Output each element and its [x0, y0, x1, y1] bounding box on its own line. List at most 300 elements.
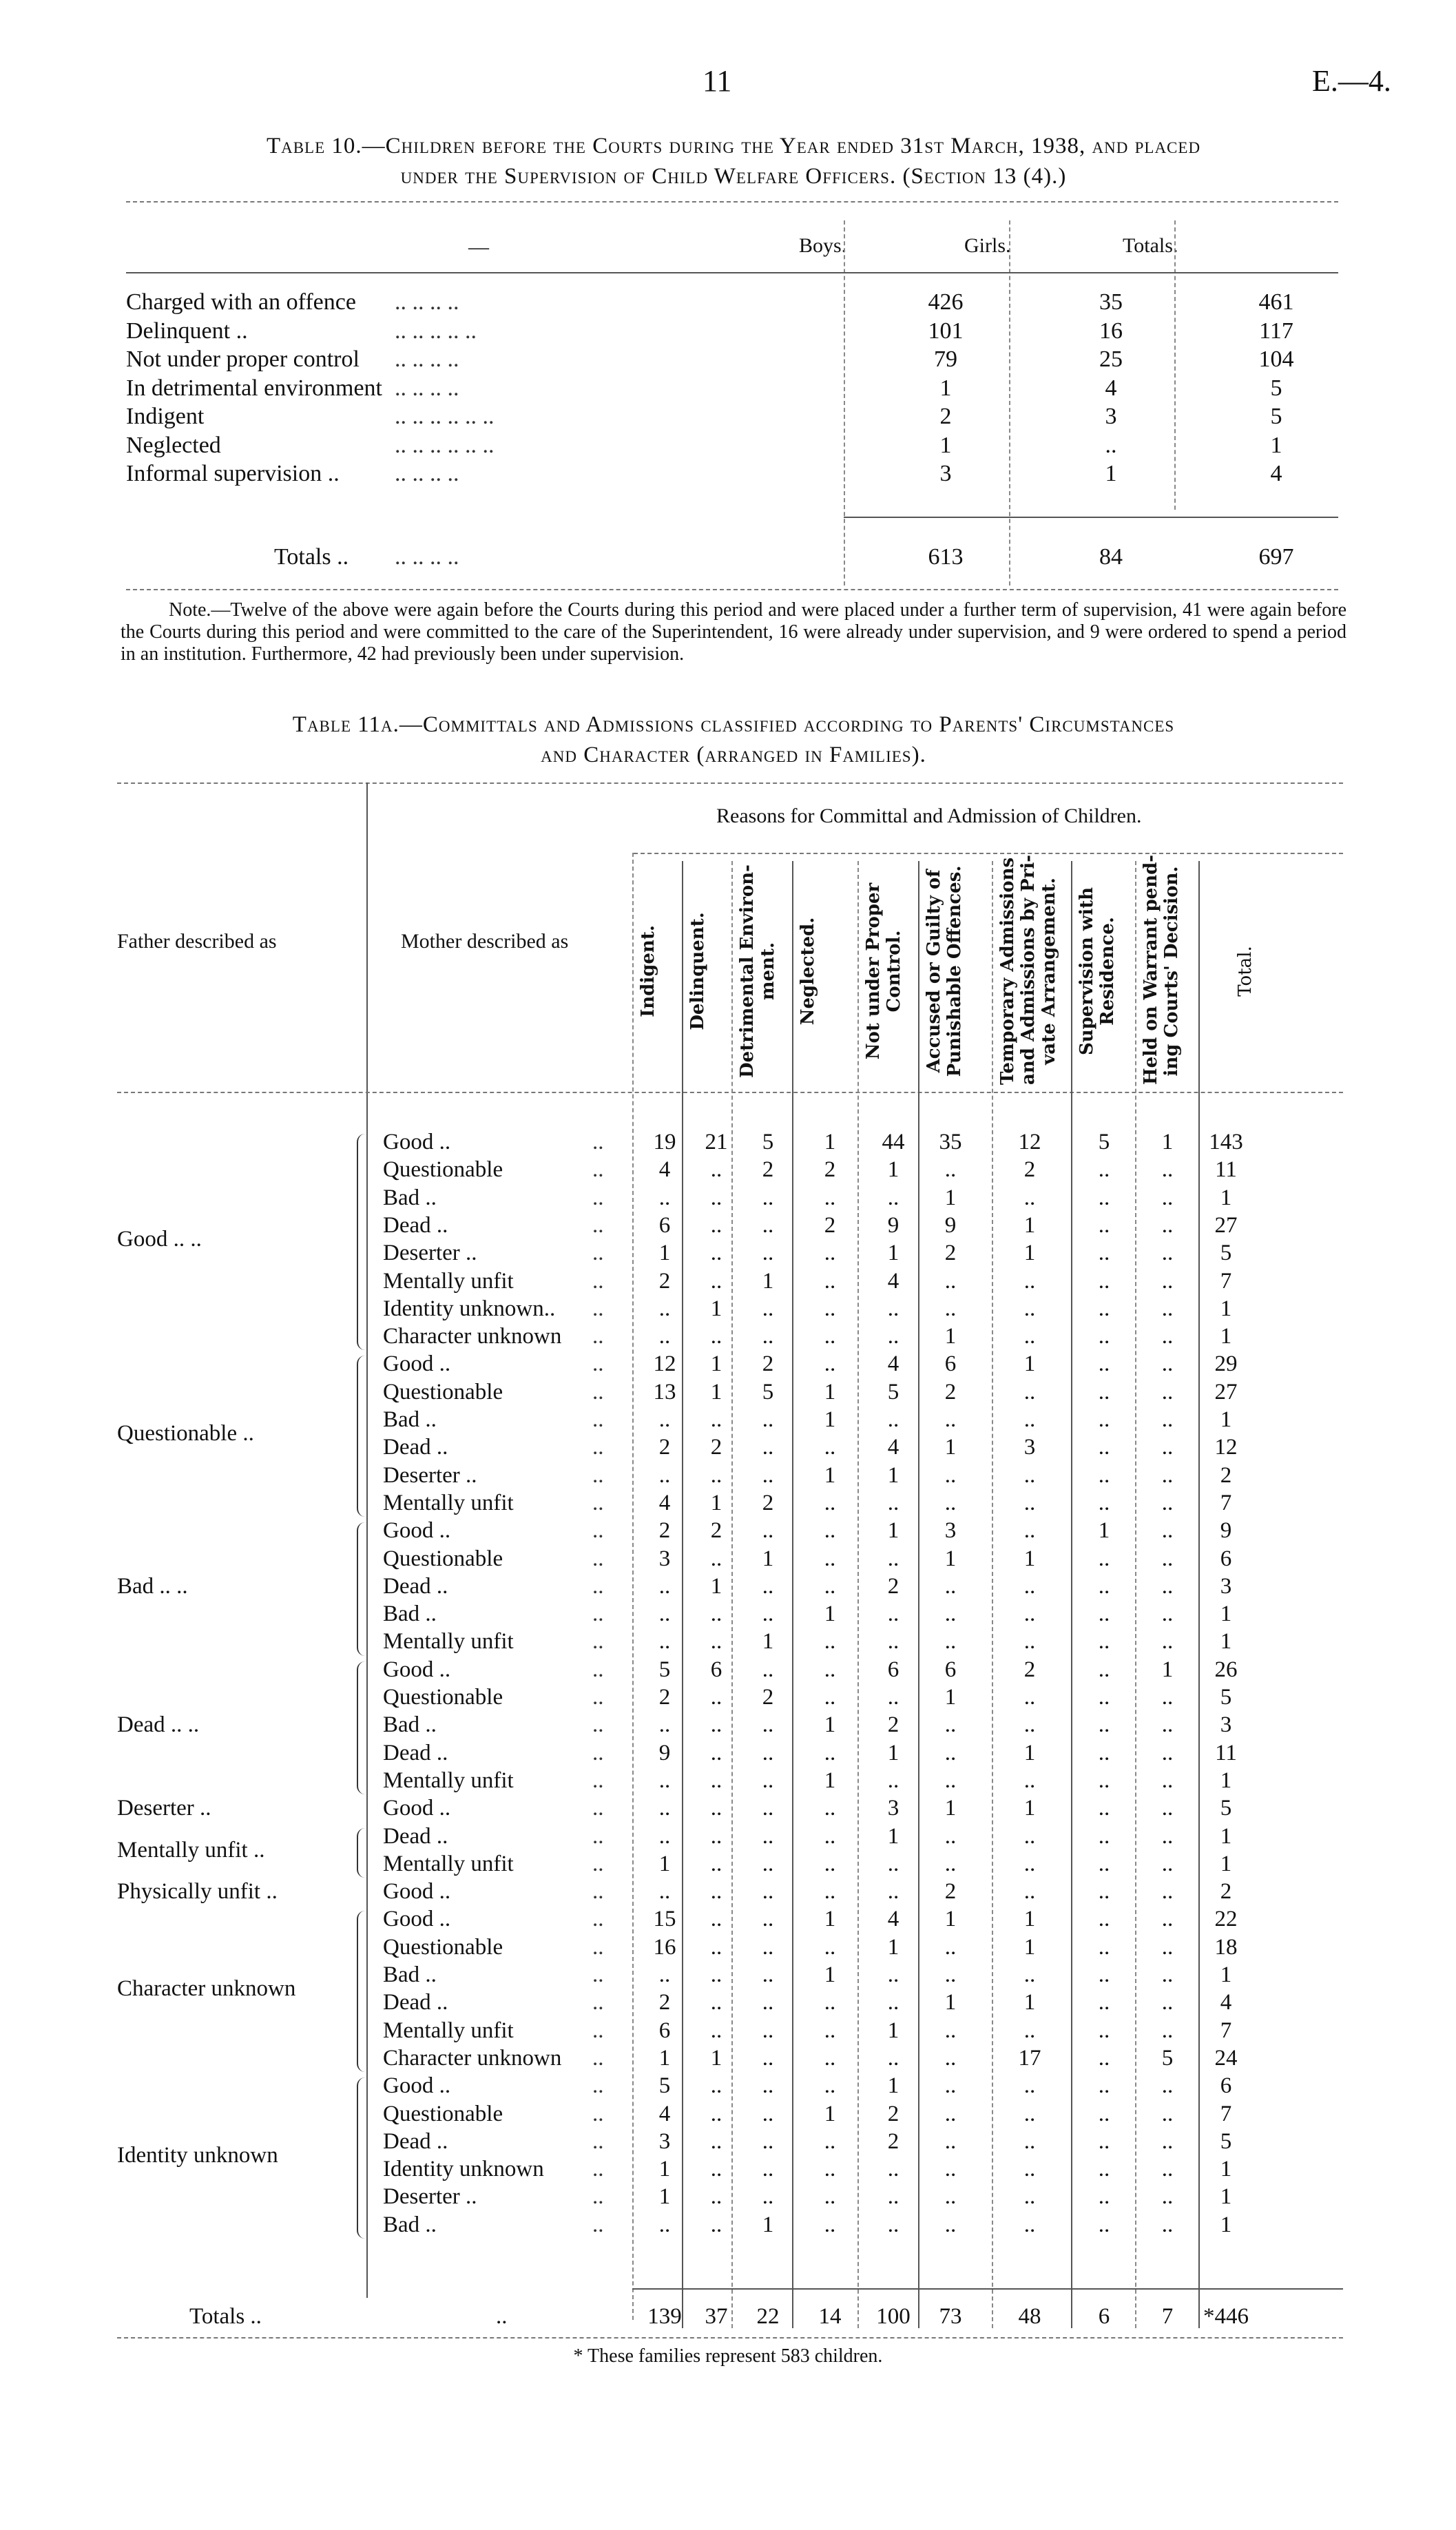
mother-description: Questionable: [383, 1157, 503, 1183]
cell-value: 2: [944, 1379, 957, 1404]
brace-icon: [357, 1356, 365, 1517]
cell-value: ..: [1098, 1351, 1110, 1377]
brace-icon: [357, 1522, 365, 1656]
father-description: Bad .. ..: [117, 1573, 188, 1599]
total-cell: 48: [1018, 2304, 1041, 2329]
cell-value: ..: [824, 2212, 836, 2237]
cell-value: 1: [1161, 1130, 1174, 1154]
cell-value: ..: [887, 2045, 899, 2071]
cell-value: 35: [939, 1130, 962, 1154]
cell-value: ..: [944, 1629, 957, 1655]
cell-value: 29: [1214, 1351, 1238, 1377]
mother-description: Mentally unfit: [383, 1629, 514, 1655]
cell-value: ..: [1161, 1212, 1174, 1238]
cell-value: 4: [887, 1351, 899, 1377]
cell-value: ..: [710, 1879, 722, 1905]
table-row: [0, 2184, 1456, 2212]
table11a-bottom-rule: [117, 2337, 1343, 2339]
table-row: [0, 1324, 1456, 1351]
cell-value: ..: [1098, 1712, 1110, 1738]
table10-stub-header: —: [468, 236, 489, 258]
cell-value: 3: [944, 1518, 957, 1544]
cell-value: ..: [710, 1767, 722, 1793]
cell-value: 1: [944, 1990, 957, 2015]
row-label: Not under proper control: [126, 346, 360, 372]
cell-value: 143: [1209, 1130, 1243, 1154]
leader-dots: ..: [592, 1462, 604, 1488]
cell-value: 1: [658, 2157, 671, 2182]
cell-value: ..: [762, 1185, 774, 1210]
cell-value: ..: [1023, 1712, 1036, 1738]
cell-value: ..: [944, 2128, 957, 2154]
mother-description: Good ..: [383, 1351, 451, 1377]
mother-description: Deserter ..: [383, 2184, 477, 2210]
table-row: [0, 2046, 1456, 2073]
cell-value: ..: [1161, 1851, 1174, 1876]
cell-value: 1: [710, 1379, 722, 1404]
cell-value: ..: [1098, 1740, 1110, 1765]
leader-dots: .. .. .. .. .. ..: [395, 404, 495, 429]
cell-value: ..: [944, 1268, 957, 1294]
cell-value: ..: [944, 1296, 957, 1321]
cell-value: 1: [658, 1851, 671, 1876]
cell-value: ..: [1098, 1629, 1110, 1655]
cell-value: 2: [710, 1435, 722, 1460]
cell-value: ..: [1161, 1601, 1174, 1627]
table-row: [0, 1269, 1456, 1296]
cell-value: ..: [1161, 1518, 1174, 1544]
cell-value: ..: [1098, 1407, 1110, 1432]
cell-value: ..: [1098, 1241, 1110, 1266]
cell-value: ..: [1023, 1685, 1036, 1710]
mother-description: Bad ..: [383, 1601, 437, 1627]
cell-value: ..: [710, 1324, 722, 1349]
cell-value: ..: [1161, 1407, 1174, 1432]
leader-dots: .. .. .. .. ..: [395, 318, 477, 344]
table11a-totals-label: Totals ..: [189, 2304, 262, 2329]
cell-value: ..: [887, 1879, 899, 1905]
cell-value: 1: [658, 1241, 671, 1266]
cell-value: 1: [824, 1130, 836, 1154]
total-cell: 6: [1098, 2304, 1110, 2329]
cell-value: ..: [762, 2128, 774, 2154]
cell-value: ..: [824, 1296, 836, 1321]
leader-dots: ..: [592, 1601, 604, 1627]
cell-value: ..: [1023, 1407, 1036, 1432]
cell-value: ..: [658, 1712, 671, 1738]
cell-value: ..: [944, 1767, 957, 1793]
cell-value: 1: [1220, 1324, 1232, 1349]
cell-boys: 79: [934, 346, 957, 372]
cell-value: ..: [762, 2157, 774, 2182]
cell-value: 1: [887, 1934, 899, 1960]
table-row: [0, 1157, 1456, 1185]
table-row: [0, 1935, 1456, 1962]
cell-value: ..: [1098, 1462, 1110, 1488]
cell-value: 24: [1214, 2045, 1238, 2071]
cell-value: 1: [710, 1573, 722, 1599]
table-row: [0, 1907, 1456, 1934]
cell-value: ..: [1161, 1462, 1174, 1488]
cell-value: ..: [1023, 1379, 1036, 1404]
leader-dots: .. .. .. ..: [395, 346, 459, 372]
cell-value: 1: [824, 1962, 836, 1987]
table10-row: [126, 346, 1338, 375]
leader-dots: ..: [592, 2212, 604, 2237]
mother-description: Good ..: [383, 1518, 451, 1544]
cell-value: 1: [824, 1462, 836, 1488]
cell-value: ..: [1023, 1490, 1036, 1515]
cell-value: ..: [1161, 1296, 1174, 1321]
table10-totals-label: Totals ..: [274, 544, 349, 570]
table10-col-boys: Boys.: [799, 234, 847, 257]
leader-dots: ..: [592, 1685, 604, 1710]
cell-value: ..: [710, 1185, 722, 1210]
cell-value: ..: [762, 2184, 774, 2210]
cell-value: ..: [887, 2184, 899, 2210]
column-header-line: and Admissions by Pri-: [1018, 854, 1039, 1085]
cell-value: ..: [887, 1546, 899, 1571]
mother-description: Questionable: [383, 2101, 503, 2126]
cell-value: ..: [887, 2157, 899, 2182]
cell-value: ..: [710, 1823, 722, 1849]
cell-value: 2: [710, 1518, 722, 1544]
cell-value: ..: [710, 1407, 722, 1432]
cell-value: ..: [762, 1990, 774, 2015]
cell-value: 2: [762, 1685, 774, 1710]
cell-value: 1: [762, 2212, 774, 2237]
cell-value: ..: [1098, 1767, 1110, 1793]
cell-value: 15: [653, 1907, 676, 1932]
mother-description: Identity unknown..: [383, 1296, 556, 1321]
cell-value: ..: [944, 1573, 957, 1599]
cell-value: 1: [887, 1241, 899, 1266]
mother-description: Good ..: [383, 1879, 451, 1905]
cell-value: ..: [1098, 1268, 1110, 1294]
cell-value: 12: [653, 1351, 676, 1377]
leader-dots: ..: [592, 2073, 604, 2099]
cell-value: ..: [710, 1990, 722, 2015]
cell-value: ..: [1161, 1546, 1174, 1571]
table10-row: [126, 433, 1338, 462]
cell-value: ..: [762, 1573, 774, 1599]
cell-value: ..: [887, 1629, 899, 1655]
mother-description: Deserter ..: [383, 1241, 477, 1266]
cell-value: ..: [1098, 1685, 1110, 1710]
table-row: [0, 1546, 1456, 1574]
leader-dots: ..: [592, 2157, 604, 2182]
cell-value: ..: [762, 1851, 774, 1876]
father-description: Dead .. ..: [117, 1712, 200, 1738]
leader-dots: ..: [592, 1962, 604, 1987]
cell-value: 1: [1161, 1657, 1174, 1682]
cell-value: 7: [1220, 2101, 1232, 2126]
table-row: [0, 2073, 1456, 2101]
cell-value: 1: [1220, 1629, 1232, 1655]
column-header-line: Neglected.: [798, 917, 818, 1026]
cell-boys: 3: [939, 461, 952, 486]
mother-description: Good ..: [383, 2073, 451, 2099]
cell-value: 2: [658, 1518, 671, 1544]
column-header-line: vate Arrangement.: [1039, 878, 1059, 1065]
cell-value: 11: [1215, 1740, 1237, 1765]
page-number: 11: [703, 64, 732, 98]
cell-value: ..: [1161, 1823, 1174, 1849]
cell-girls: 16: [1099, 318, 1123, 344]
column-header: [1077, 858, 1118, 1085]
cell-value: 1: [887, 1823, 899, 1849]
cell-value: 1: [658, 2184, 671, 2210]
column-header-line: ing Courts' Decision.: [1161, 866, 1182, 1077]
cell-value: 12: [1018, 1130, 1041, 1154]
cell-value: 1: [824, 2101, 836, 2126]
cell-value: 1: [824, 1767, 836, 1793]
cell-value: 1: [824, 1407, 836, 1432]
cell-value: ..: [824, 1518, 836, 1544]
cell-value: ..: [824, 2157, 836, 2182]
row-label: Charged with an offence: [126, 289, 356, 315]
cell-value: 2: [824, 1212, 836, 1238]
leader-dots: ..: [592, 2101, 604, 2126]
table10-totals-totals: 697: [1258, 544, 1294, 570]
cell-totals: 5: [1270, 375, 1282, 401]
cell-value: ..: [887, 1407, 899, 1432]
cell-value: ..: [762, 1296, 774, 1321]
cell-value: 44: [882, 1130, 905, 1154]
cell-value: ..: [710, 2018, 722, 2043]
cell-value: 9: [658, 1740, 671, 1765]
mother-description: Bad ..: [383, 1712, 437, 1738]
cell-value: ..: [658, 1462, 671, 1488]
cell-value: 9: [887, 1212, 899, 1238]
mother-description: Mentally unfit: [383, 2018, 514, 2043]
cell-value: ..: [762, 1324, 774, 1349]
table11a-header-rule: [117, 1092, 1343, 1093]
cell-value: ..: [1023, 2128, 1036, 2154]
column-header-line: Detrimental Environ-: [737, 864, 758, 1078]
cell-value: 4: [658, 1157, 671, 1183]
cell-value: ..: [1023, 2073, 1036, 2099]
leader-dots: .. .. .. .. .. ..: [395, 432, 495, 458]
cell-value: 1: [1220, 1823, 1232, 1849]
leader-dots: ..: [592, 1907, 604, 1932]
cell-value: ..: [1161, 1241, 1174, 1266]
cell-value: ..: [710, 2157, 722, 2182]
cell-value: ..: [944, 1407, 957, 1432]
cell-value: ..: [824, 1324, 836, 1349]
leader-dots: ..: [592, 1796, 604, 1821]
cell-value: 1: [1220, 2157, 1232, 2182]
cell-value: ..: [1098, 1546, 1110, 1571]
cell-value: ..: [824, 1546, 836, 1571]
mother-header: Mother described as: [401, 930, 569, 953]
cell-value: 6: [710, 1657, 722, 1682]
row-label: In detrimental environment: [126, 375, 382, 401]
cell-value: ..: [887, 1990, 899, 2015]
father-description: Character unknown: [117, 1976, 296, 2002]
leader-dots: ..: [592, 1157, 604, 1183]
cell-value: ..: [944, 1823, 957, 1849]
column-header: [687, 858, 708, 1085]
cell-value: 1: [762, 1546, 774, 1571]
cell-value: ..: [658, 1185, 671, 1210]
column-header: [863, 858, 904, 1085]
cell-value: ..: [944, 1601, 957, 1627]
mother-description: Mentally unfit: [383, 1268, 514, 1294]
cell-value: ..: [658, 1796, 671, 1821]
table10-row: [126, 375, 1338, 404]
cell-value: 1: [1023, 1934, 1036, 1960]
cell-value: ..: [1098, 2184, 1110, 2210]
cell-value: 4: [887, 1268, 899, 1294]
cell-value: 1: [1023, 1241, 1036, 1266]
cell-value: 6: [887, 1657, 899, 1682]
cell-value: 1: [1220, 1601, 1232, 1627]
reasons-group-rule: [634, 853, 1343, 854]
cell-girls: 35: [1099, 289, 1123, 315]
cell-value: ..: [710, 1851, 722, 1876]
cell-value: ..: [824, 2045, 836, 2071]
mother-description: Bad ..: [383, 1962, 437, 1987]
cell-value: 1: [887, 1157, 899, 1183]
cell-value: ..: [762, 1767, 774, 1793]
cell-value: ..: [1161, 1629, 1174, 1655]
cell-value: ..: [887, 1962, 899, 1987]
cell-value: ..: [824, 1573, 836, 1599]
table10-bottom-rule: [126, 589, 1338, 590]
cell-value: ..: [1161, 2101, 1174, 2126]
cell-value: 1: [710, 1296, 722, 1321]
cell-value: ..: [824, 1629, 836, 1655]
column-header-line: Control.: [884, 930, 904, 1013]
mother-description: Questionable: [383, 1546, 503, 1571]
column-header-line: Delinquent.: [687, 912, 708, 1030]
mother-description: Mentally unfit: [383, 1851, 514, 1876]
leader-dots: ..: [592, 1296, 604, 1321]
table-row: [0, 1601, 1456, 1629]
cell-value: ..: [1098, 1490, 1110, 1515]
cell-value: 1: [1220, 2184, 1232, 2210]
cell-value: 1: [1023, 1212, 1036, 1238]
table10-row: [126, 461, 1338, 490]
cell-boys: 2: [939, 404, 952, 429]
cell-value: ..: [1023, 1851, 1036, 1876]
column-header: [1235, 858, 1256, 1085]
cell-value: 6: [1220, 2073, 1232, 2099]
cell-value: ..: [824, 1823, 836, 1849]
cell-value: ..: [824, 1185, 836, 1210]
cell-value: 1: [1023, 1740, 1036, 1765]
mother-description: Dead ..: [383, 1435, 448, 1460]
cell-value: ..: [1098, 1851, 1110, 1876]
cell-value: ..: [710, 2073, 722, 2099]
cell-value: ..: [762, 1823, 774, 1849]
cell-boys: 101: [928, 318, 964, 344]
mother-description: Dead ..: [383, 1573, 448, 1599]
cell-value: ..: [710, 1796, 722, 1821]
cell-value: ..: [762, 1962, 774, 1987]
cell-value: 1: [1220, 1185, 1232, 1210]
leader-dots: ..: [592, 1573, 604, 1599]
cell-value: 3: [1220, 1573, 1232, 1599]
cell-value: 7: [1220, 1490, 1232, 1515]
cell-value: 2: [944, 1241, 957, 1266]
cell-value: 2: [1023, 1157, 1036, 1183]
cell-value: ..: [710, 1712, 722, 1738]
cell-value: ..: [1161, 1379, 1174, 1404]
cell-value: ..: [658, 1324, 671, 1349]
cell-value: ..: [710, 1962, 722, 1987]
cell-value: ..: [1161, 1879, 1174, 1905]
cell-value: ..: [944, 1962, 957, 1987]
table11a-footnote: * These families represent 583 children.: [573, 2345, 883, 2367]
cell-value: ..: [824, 1435, 836, 1460]
cell-value: ..: [710, 2212, 722, 2237]
column-header-line: ment.: [758, 942, 778, 1001]
cell-value: ..: [1023, 1462, 1036, 1488]
cell-value: ..: [762, 1241, 774, 1266]
total-cell: *446: [1203, 2304, 1249, 2329]
cell-value: ..: [824, 1657, 836, 1682]
cell-value: ..: [1023, 1518, 1036, 1544]
cell-value: ..: [1023, 2157, 1036, 2182]
cell-value: 1: [1023, 1546, 1036, 1571]
cell-value: ..: [1161, 1962, 1174, 1987]
father-description: Identity unknown: [117, 2142, 278, 2168]
cell-value: 4: [658, 1490, 671, 1515]
cell-value: ..: [762, 1879, 774, 1905]
cell-value: 2: [887, 2128, 899, 2154]
leader-dots: ..: [592, 1435, 604, 1460]
cell-value: 9: [944, 1212, 957, 1238]
cell-value: 2: [944, 1879, 957, 1905]
cell-value: ..: [887, 1490, 899, 1515]
cell-value: ..: [1098, 1324, 1110, 1349]
cell-value: ..: [1161, 1324, 1174, 1349]
table-row: [0, 1796, 1456, 1823]
table-row: [0, 1463, 1456, 1491]
mother-description: Questionable: [383, 1685, 503, 1710]
cell-value: 1: [887, 1740, 899, 1765]
cell-value: 1: [944, 1796, 957, 1821]
leader-dots: ..: [592, 1241, 604, 1266]
cell-value: ..: [658, 1407, 671, 1432]
cell-value: ..: [762, 1518, 774, 1544]
leader-dots: .. .. .. ..: [395, 461, 459, 486]
cell-value: ..: [887, 1324, 899, 1349]
cell-value: ..: [824, 1740, 836, 1765]
mother-description: Good ..: [383, 1907, 451, 1932]
cell-value: ..: [1098, 1296, 1110, 1321]
total-cell: 100: [876, 2304, 911, 2329]
table-row: [0, 1657, 1456, 1685]
father-description: Deserter ..: [117, 1796, 211, 1821]
mother-description: Character unknown: [383, 1324, 562, 1349]
cell-value: 1: [1098, 1518, 1110, 1544]
cell-value: 1: [1220, 1407, 1232, 1432]
cell-value: ..: [824, 1990, 836, 2015]
cell-value: 5: [762, 1130, 774, 1154]
cell-value: 1: [658, 2045, 671, 2071]
table11a-caption-line1: Table 11a.—Committals and Admissions classified according to Parents' Circumstances: [292, 712, 1175, 737]
cell-value: 22: [1214, 1907, 1238, 1932]
cell-girls: 25: [1099, 346, 1123, 372]
mother-description: Identity unknown: [383, 2157, 544, 2182]
cell-value: ..: [1161, 1351, 1174, 1377]
brace-icon: [357, 1661, 365, 1795]
table10-note: [121, 599, 1346, 665]
mother-description: Deserter ..: [383, 1462, 477, 1488]
